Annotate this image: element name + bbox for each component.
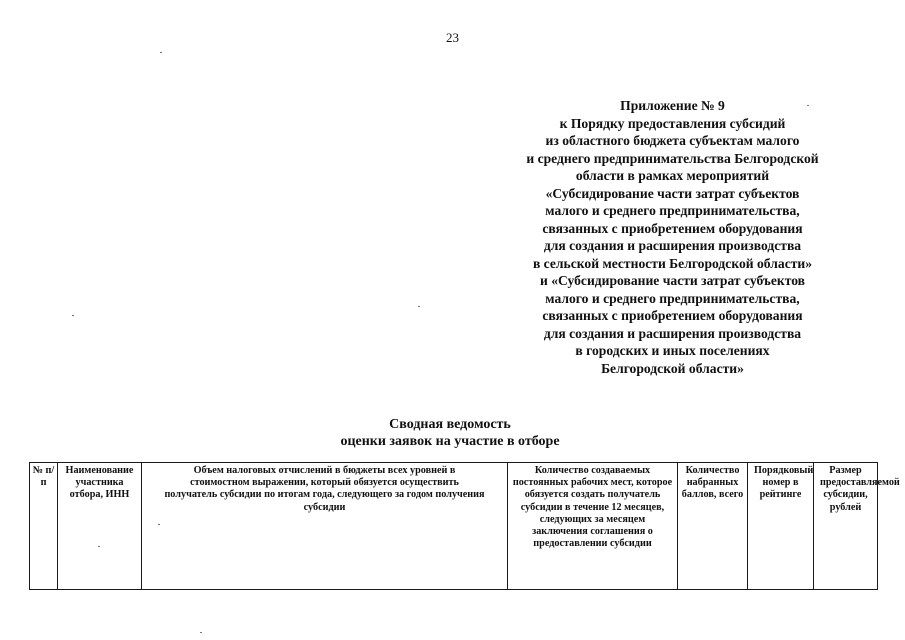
appendix-line: для создания и расширения производства bbox=[543, 325, 802, 341]
appendix-line: Белгородской области» bbox=[601, 360, 744, 376]
appendix-line: и «Субсидирование части затрат субъектов bbox=[539, 273, 805, 288]
column-header-score: Количество набранных баллов, всего bbox=[678, 463, 748, 590]
column-header-number: № п/п bbox=[30, 463, 58, 590]
scan-speck bbox=[160, 52, 162, 53]
appendix-line: в городских и иных поселениях bbox=[575, 343, 770, 358]
appendix-line: в сельской местности Белгородской области» bbox=[532, 255, 813, 271]
appendix-line: связанных с приобретением оборудования bbox=[542, 220, 803, 236]
appendix-line: Приложение № 9 bbox=[620, 98, 725, 113]
table-header-row bbox=[30, 463, 878, 590]
appendix-line: «Субсидирование части затрат субъектов bbox=[545, 185, 800, 201]
summary-title bbox=[290, 416, 610, 450]
appendix-line: к Порядку предоставления субсидий bbox=[559, 115, 786, 131]
summary-title-line: оценки заявок на участие в отборе bbox=[340, 434, 560, 449]
page-number: 23 bbox=[446, 30, 459, 45]
column-header-participant: Наименование участника отбора, ИНН bbox=[58, 463, 142, 590]
scan-speck bbox=[807, 105, 809, 106]
scan-speck bbox=[418, 306, 420, 307]
summary-title-line: Сводная ведомость bbox=[389, 417, 511, 432]
column-header-tax-volume: Объем налоговых отчислений в бюджеты всех уровней в стоимостном выражении, который обязуется осуществить получатель субсидии по итогам года, следующего за годом получения субсидии bbox=[142, 463, 508, 590]
appendix-line: малого и среднего предпринимательства, bbox=[545, 203, 800, 218]
column-header-subsidy: Размер предоставляемой субсидии, рублей bbox=[814, 463, 878, 590]
applications-summary-table bbox=[29, 462, 900, 590]
appendix-heading bbox=[495, 97, 850, 377]
scan-speck bbox=[200, 632, 202, 633]
scan-speck bbox=[98, 546, 100, 547]
scan-speck bbox=[72, 315, 74, 316]
appendix-line: области в рамках мероприятий bbox=[575, 168, 770, 183]
scan-speck bbox=[158, 524, 160, 525]
appendix-line: малого и среднего предпринимательства, bbox=[545, 290, 800, 306]
appendix-line: из областного бюджета субъектам малого bbox=[545, 133, 800, 148]
appendix-line: связанных с приобретением оборудования bbox=[542, 308, 803, 323]
appendix-line: и среднего предпринимательства Белгородской bbox=[526, 150, 819, 166]
column-header-rank: Порядковый номер в рейтинге bbox=[748, 463, 814, 590]
appendix-line: для создания и расширения производства bbox=[543, 238, 802, 253]
column-header-jobs: Количество создаваемых постоянных рабочих мест, которое обязуется создать получатель субсидии в течение 12 месяцев, следующих за месяцем заключения соглашения о предоставлении субсидии bbox=[508, 463, 678, 590]
